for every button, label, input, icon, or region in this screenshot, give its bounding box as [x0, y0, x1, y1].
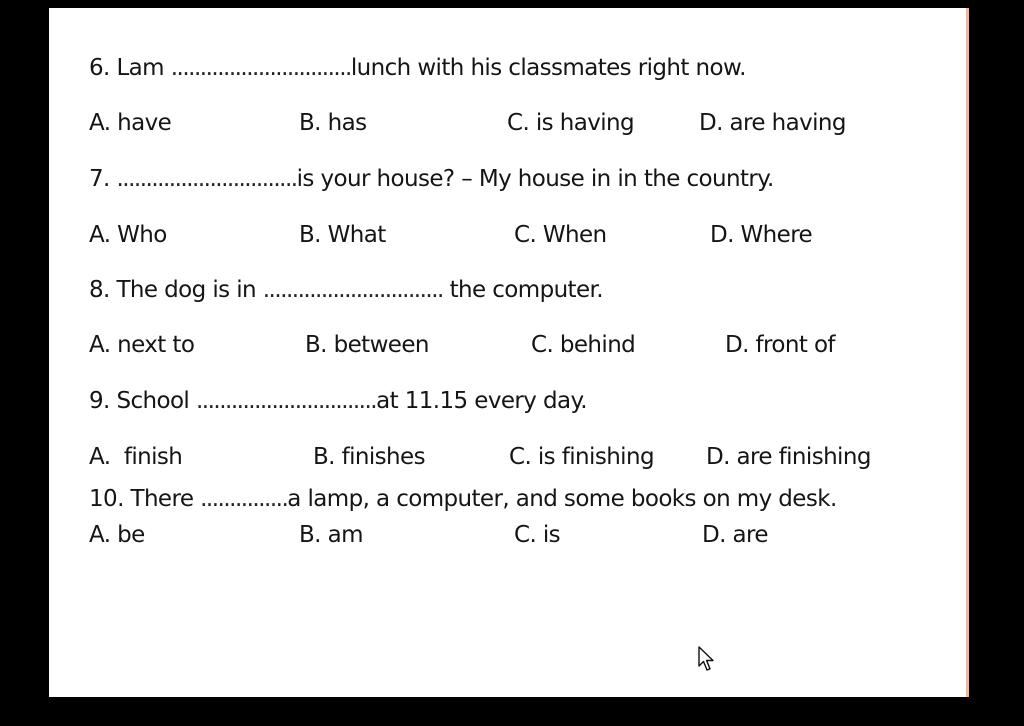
answer-blank: ...............................	[195, 388, 377, 414]
option-9d: D. are finishing	[706, 444, 871, 470]
question-number: 8.	[89, 277, 110, 303]
question-9	[89, 386, 587, 416]
option-10a: A. be	[89, 522, 145, 548]
option-6d: D. are having	[699, 110, 846, 136]
option-8d: D. front of	[725, 332, 835, 358]
worksheet-page	[49, 8, 969, 697]
option-10b: B. am	[299, 522, 363, 548]
mouse-pointer-icon	[698, 646, 716, 672]
option-9c: C. is finishing	[509, 444, 654, 470]
option-7b: B. What	[299, 222, 386, 248]
option-8b: B. between	[305, 332, 429, 358]
question-7	[89, 164, 774, 194]
option-9b: B. finishes	[313, 444, 425, 470]
option-7c: C. When	[514, 222, 607, 248]
option-6b: B. has	[299, 110, 367, 136]
question-number: 7.	[89, 166, 110, 192]
question-text-after: is your house? – My house in in the country.	[296, 166, 774, 192]
question-text-before: School	[116, 388, 190, 414]
answer-blank: ...............................	[170, 55, 351, 81]
option-10d: D. are	[702, 522, 768, 548]
question-number: 9.	[89, 388, 110, 414]
question-text-after: the computer.	[449, 277, 603, 303]
option-7a: A. Who	[89, 222, 167, 248]
option-6c: C. is having	[507, 110, 635, 136]
question-text-after: at 11.15 every day.	[376, 388, 587, 414]
question-text-before: Lam	[116, 55, 164, 81]
answer-blank: ...............	[200, 486, 288, 512]
option-9a: A. finish	[89, 444, 183, 470]
answer-blank: ...............................	[262, 277, 443, 303]
question-text-before: There	[130, 486, 194, 512]
question-number: 10.	[89, 486, 124, 512]
option-6a: A. have	[89, 110, 172, 136]
option-7d: D. Where	[710, 222, 813, 248]
answer-blank: ...............................	[116, 166, 297, 192]
question-number: 6.	[89, 55, 110, 81]
question-10	[89, 484, 837, 514]
question-6	[89, 53, 746, 83]
option-8a: A. next to	[89, 332, 195, 358]
question-text-before: The dog is in	[116, 277, 256, 303]
question-8	[89, 275, 603, 305]
option-8c: C. behind	[531, 332, 636, 358]
question-text-after: lunch with his classmates right now.	[350, 55, 746, 81]
question-text-after: a lamp, a computer, and some books on my desk.	[287, 486, 837, 512]
option-10c: C. is	[514, 522, 561, 548]
